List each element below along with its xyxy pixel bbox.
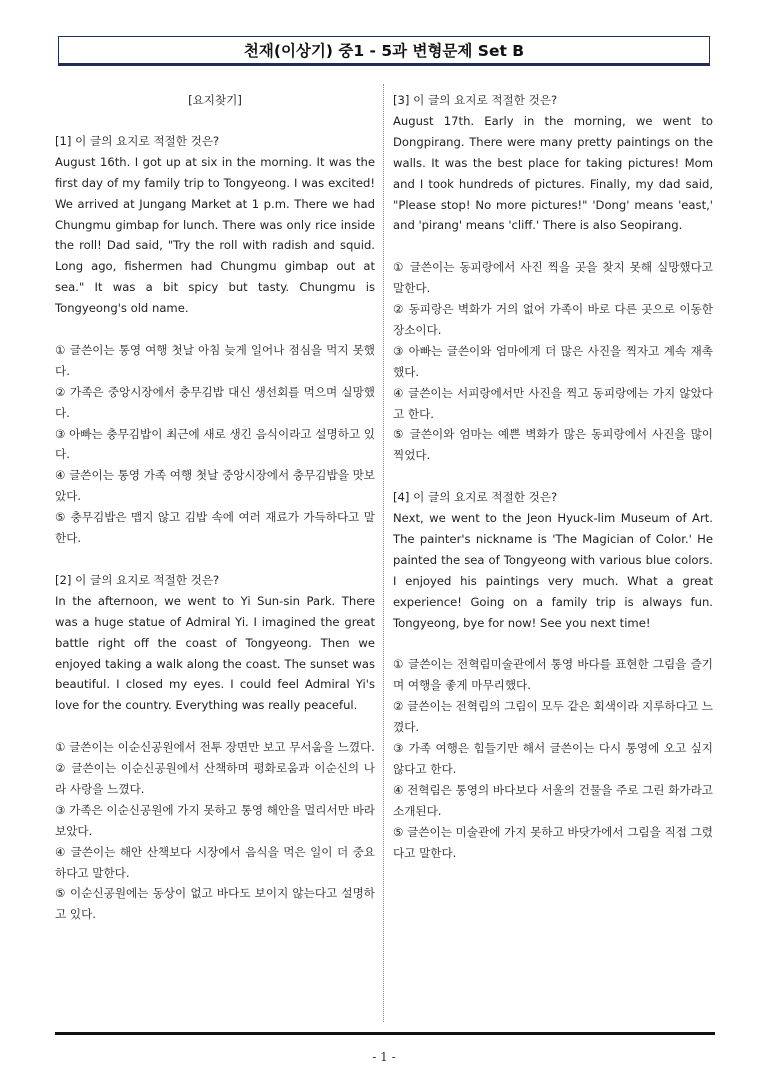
question-header: [4] 이 글의 요지로 적절한 것은? xyxy=(393,490,558,505)
left-column xyxy=(55,90,375,925)
answer-options xyxy=(55,737,375,925)
question-passage: August 17th. Early in the morning, we went to Dongpirang. There were many pretty paintings on the walls. It was the best place for taking pictures! Mom and I took hundreds of pictures. Finally, my dad said, "Please stop! No more pictures!" 'Dong' means 'east,' and 'pirang' means 'cliff.' There is also Seopirang. xyxy=(393,113,713,233)
right-column xyxy=(393,90,713,863)
answer-option[interactable]: ① 글쓴이는 동피랑에서 사진 찍을 곳을 찾지 못해 실망했다고 말한다. xyxy=(393,260,713,296)
answer-option[interactable]: ② 동피랑은 벽화가 거의 없어 가족이 바로 다른 곳으로 이동한 장소이다. xyxy=(393,302,713,337)
question-2 xyxy=(55,570,375,925)
answer-option[interactable]: ③ 아빠는 글쓴이와 엄마에게 더 많은 사진을 찍자고 계속 재촉했다. xyxy=(393,343,713,379)
column-divider xyxy=(383,84,384,1022)
answer-option[interactable]: ② 가족은 중앙시장에서 충무김밥 대신 생선회를 먹으며 실망했다. xyxy=(55,384,375,420)
answer-option[interactable]: ⑤ 글쓴이와 엄마는 예쁜 벽화가 많은 동피랑에서 사진을 많이 찍었다. xyxy=(393,427,713,463)
answer-option[interactable]: ⑤ 글쓴이는 미술관에 가지 못하고 바닷가에서 그림을 직접 그렸다고 말한다. xyxy=(393,824,713,860)
answer-option[interactable]: ③ 가족 여행은 힘들기만 해서 글쓴이는 다시 통영에 오고 싶지 않다고 한다. xyxy=(393,741,713,776)
question-4 xyxy=(393,487,713,863)
question-passage: August 16th. I got up at six in the morning. It was the first day of my family trip to Tongyeong. I was excited! We arrived at Jungang Market at 1 p.m. There we had Chungmu gimbap for lunch. There was only rice inside the roll! Dad said, "Try the roll with radish and squid. Long ago, fishermen had Chungmu gimbap out at sea." It was a bit spicy but tasty. Chungmu is Tongyeong's old name. xyxy=(55,154,375,316)
answer-options xyxy=(393,654,713,863)
question-header: [1] 이 글의 요지로 적절한 것은? xyxy=(55,133,220,148)
answer-option[interactable]: ② 글쓴이는 이순신공원에서 산책하며 평화로움과 이순신의 나라 사랑을 느꼈다. xyxy=(55,761,375,796)
answer-options xyxy=(55,340,375,549)
question-header: [3] 이 글의 요지로 적절한 것은? xyxy=(393,93,558,107)
page-title: 천재(이상기) 중1 - 5과 변형문제 Set B xyxy=(58,36,710,66)
answer-option[interactable]: ② 글쓴이는 전혁림의 그림이 모두 같은 회색이라 지루하다고 느꼈다. xyxy=(393,699,713,735)
answer-option[interactable]: ⑤ 충무김밥은 맵지 않고 김밥 속에 여러 재료가 가득하다고 말한다. xyxy=(55,510,375,546)
question-passage: Next, we went to the Jeon Hyuck-lim Museum of Art. The painter's nickname is 'The Magician of Color.' He painted the sea of Tongyeong with various blue colors. I enjoyed his paintings very much. What a great experience! Going on a family trip is always fun. Tongyeong, bye for now! See you next time! xyxy=(393,511,713,630)
answer-option[interactable]: ④ 글쓴이는 서피랑에서만 사진을 찍고 동피랑에는 가지 않았다고 한다. xyxy=(393,385,713,421)
answer-option[interactable]: ③ 가족은 이순신공원에 가지 못하고 통영 해안을 멀리서만 바라보았다. xyxy=(55,802,375,838)
answer-option[interactable]: ① 글쓴이는 전혁림미술관에서 통영 바다를 표현한 그림을 즐기며 여행을 좋게 마무리했다. xyxy=(393,657,713,693)
footer-rule xyxy=(55,1032,715,1035)
question-header: [2] 이 글의 요지로 적절한 것은? xyxy=(55,572,220,587)
page-number: - 1 - xyxy=(372,1050,396,1064)
question-passage: In the afternoon, we went to Yi Sun-sin Park. There was a huge statue of Admiral Yi. I imagined the great battle right off the coast of Tongyeong. Then we enjoyed taking a walk along the coast. The sunset was beautiful. I closed my eyes. I could feel Admiral Yi's love for the country. Everything was really peaceful. xyxy=(55,593,375,713)
question-3 xyxy=(393,90,713,466)
question-1 xyxy=(55,131,375,549)
answer-option[interactable]: ⑤ 이순신공원에는 동상이 없고 바다도 보이지 않는다고 설명하고 있다. xyxy=(55,886,375,922)
answer-option[interactable]: ④ 전혁림은 통영의 바다보다 서울의 건물을 주로 그린 화가라고 소개된다. xyxy=(393,782,713,818)
answer-option[interactable]: ① 글쓴이는 이순신공원에서 전투 장면만 보고 무서움을 느꼈다. xyxy=(55,740,375,755)
answer-option[interactable]: ④ 글쓴이는 해안 산책보다 시장에서 음식을 먹은 일이 더 중요하다고 말한다. xyxy=(55,844,375,880)
answer-option[interactable]: ③ 아빠는 충무김밥이 최근에 새로 생긴 음식이라고 설명하고 있다. xyxy=(55,426,375,462)
answer-options xyxy=(393,257,713,466)
answer-option[interactable]: ④ 글쓴이는 통영 가족 여행 첫날 중앙시장에서 충무김밥을 맛보았다. xyxy=(55,468,375,504)
section-label: [요지찾기] xyxy=(188,93,242,107)
answer-option[interactable]: ① 글쓴이는 통영 여행 첫날 아침 늦게 일어나 점심을 먹지 못했다. xyxy=(55,342,375,378)
